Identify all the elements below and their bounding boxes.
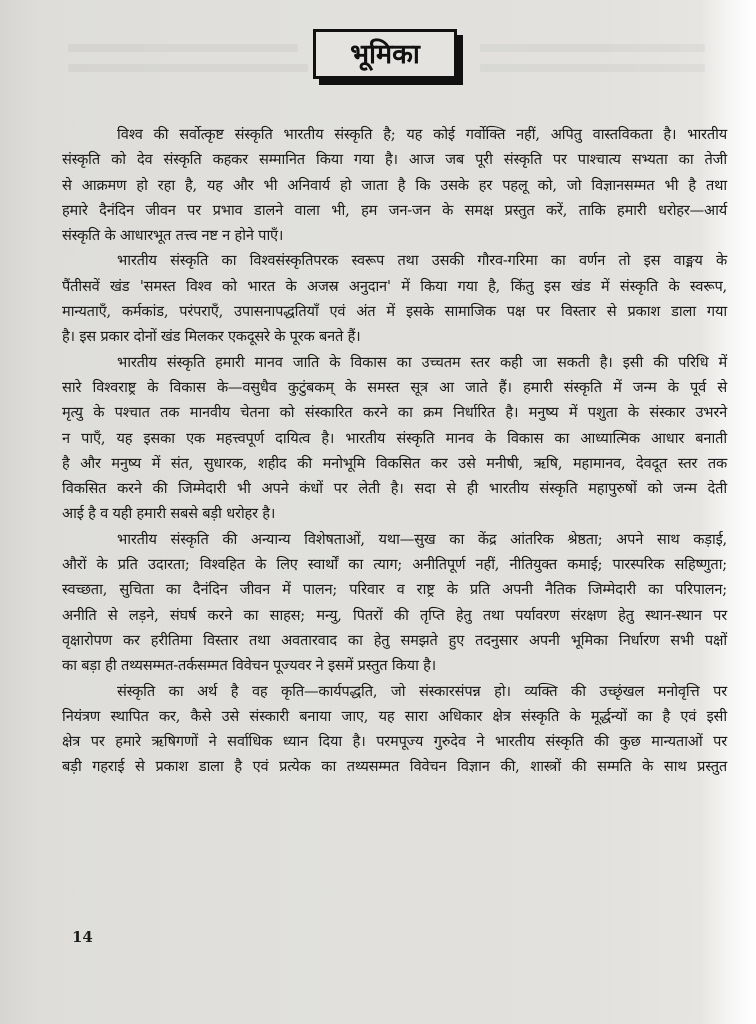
paragraph bbox=[62, 122, 727, 248]
paragraph bbox=[62, 679, 727, 780]
text-line: मृत्यु के पश्चात तक मानवीय चेतना को संस्कारित करने का क्रम निर्धारित है। मनुष्य में पशुता के संस्कार उभरने bbox=[62, 404, 727, 422]
text-line: बड़ी गहराई से प्रकाश डाला है एवं प्रत्येक का तथ्यसम्मत विवेचन विज्ञान की, शास्त्रों की सम्मति के साथ प्रस्तुत bbox=[62, 758, 727, 776]
text-line: का बड़ा ही तथ्यसम्मत-तर्कसम्मत विवेचन पूज्यवर ने इसमें प्रस्तुत किया है। bbox=[62, 657, 436, 675]
paragraph bbox=[62, 248, 727, 349]
text-line: विकसित करने की जिम्मेदारी भी अपने कंधों पर लेती है। सदा से ही भारतीय संस्कृति महापुरुषों को जन्म देती bbox=[62, 480, 727, 498]
text-line: संस्कृति के आधारभूत तत्त्व नष्ट न होने पाएँ। bbox=[62, 227, 284, 245]
text-line: है और मनुष्य में संत, सुधारक, शहीद की मनोभूमि विकसित कर उसे मनीषी, ऋषि, महामानव, देवदूत स्तर तक bbox=[62, 454, 727, 472]
body-text bbox=[62, 122, 727, 780]
page-number: 14 bbox=[72, 928, 93, 946]
text-line: है। इस प्रकार दोनों खंड मिलकर एकदूसरे के पूरक बनते हैं। bbox=[62, 328, 361, 346]
show-through-text bbox=[68, 44, 298, 52]
chapter-title-box bbox=[313, 29, 463, 81]
show-through-text bbox=[480, 64, 705, 72]
paragraph bbox=[62, 527, 727, 679]
show-through-text bbox=[480, 44, 705, 52]
paragraph bbox=[62, 350, 727, 527]
text-line: क्षेत्र पर हमारे ऋषिगणों ने सर्वाधिक ध्यान दिया है। परमपूज्य गुरुदेव ने भारतीय संस्कृति की कुछ मान्यताओं पर bbox=[62, 733, 727, 751]
text-line: औरों के प्रति उदारता; विश्वहित के लिए स्वार्थों का त्याग; अनीतिपूर्ण नहीं, नीतियुक्त कमाई; पारस्परिक सहिष्णुता; bbox=[62, 556, 727, 574]
text-line: आई है व यही हमारी सबसे बड़ी धरोहर है। bbox=[62, 505, 276, 523]
text-line: मान्यताएँ, कर्मकांड, परंपराएँ, उपासनापद्धतियाँ एवं अंत में इसके सामाजिक पक्ष पर विस्तार से प्रकाश डाला गया bbox=[62, 303, 727, 321]
text-line: स्वच्छता, सुचिता का दैनंदिन जीवन में पालन; परिवार व राष्ट्र के प्रति अपनी नैतिक जिम्मेदारी का परिपालन; bbox=[62, 581, 727, 599]
text-line: हमारे दैनंदिन जीवन पर प्रभाव डालने वाला भी, हम जन-जन के समक्ष प्रस्तुत करें, ताकि हमारी धरोहर—आर्य bbox=[62, 201, 727, 219]
show-through-text bbox=[68, 64, 308, 72]
text-line: न पाएँ, यह इसका एक महत्त्वपूर्ण दायित्व है। भारतीय संस्कृति मानव के विकास का आध्यात्मिक आधार बनाती bbox=[62, 429, 727, 447]
chapter-title: भूमिका bbox=[350, 38, 420, 70]
text-line: नियंत्रण स्थापित कर, कैसे उसे संस्कारी बनाया जाए, यह सारा अधिकार क्षेत्र संस्कृति के मूर्द्धन्यों का है एवं इसी bbox=[62, 707, 727, 725]
text-line: संस्कृति को देव संस्कृति कहकर सम्मानित किया गया है। आज जब पूरी संस्कृति पर पाश्चात्य सभ्यता का तेजी bbox=[62, 151, 727, 169]
text-line: पैंतीसवें खंड 'समस्त विश्व को भारत के अजस्र अनुदान' में किया गया है, किंतु इस खंड में संस्कृति के स्वरूप, bbox=[62, 277, 727, 295]
text-line: भारतीय संस्कृति का विश्वसंस्कृतिपरक स्वरूप तथा उसकी गौरव-गरिमा का वर्णन तो इस वाङ्मय के bbox=[117, 252, 727, 270]
text-line: भारतीय संस्कृति हमारी मानव जाति के विकास का उच्चतम स्तर कही जा सकती है। इसी की परिधि में bbox=[117, 353, 727, 371]
text-line: से आक्रमण हो रहा है, यह और भी अनिवार्य हो जाता है कि उसके हर पहलू को, जो विज्ञानसम्मत भी है तथा bbox=[62, 176, 727, 194]
text-line: सारे विश्वराष्ट्र के विकास के—वसुधैव कुटुंबकम् के समस्त सूत्र आ जाते हैं। हमारी संस्कृति में जन्म के पूर्व से bbox=[62, 378, 727, 396]
text-line: भारतीय संस्कृति की अन्यान्य विशेषताओं, यथा—सुख का केंद्र आंतरिक श्रेष्ठता; अपने साथ कड़ाई, bbox=[117, 530, 727, 548]
title-box-frame bbox=[313, 29, 457, 79]
text-line: अनीति से लड़ने, संघर्ष करने का साहस; मन्यु, पितरों की तृप्ति हेतु तथा पर्यावरण संरक्षण हेतु स्थान-स्थान पर bbox=[62, 606, 727, 624]
text-line: विश्व की सर्वोत्कृष्ट संस्कृति भारतीय संस्कृति है; यह कोई गर्वोक्ति नहीं, अपितु वास्तविकता है। भारतीय bbox=[117, 126, 727, 143]
text-line: वृक्षारोपण कर हरीतिमा विस्तार तथा अवतारवाद का हेतु समझते हुए तदनुसार अपनी भूमिका निर्धारण सभी पक्षों bbox=[62, 631, 727, 649]
text-line: संस्कृति का अर्थ है वह कृति—कार्यपद्धति, जो संस्कारसंपन्न हो। व्यक्ति की उच्छृंखल मनोवृत्ति पर bbox=[117, 682, 727, 700]
